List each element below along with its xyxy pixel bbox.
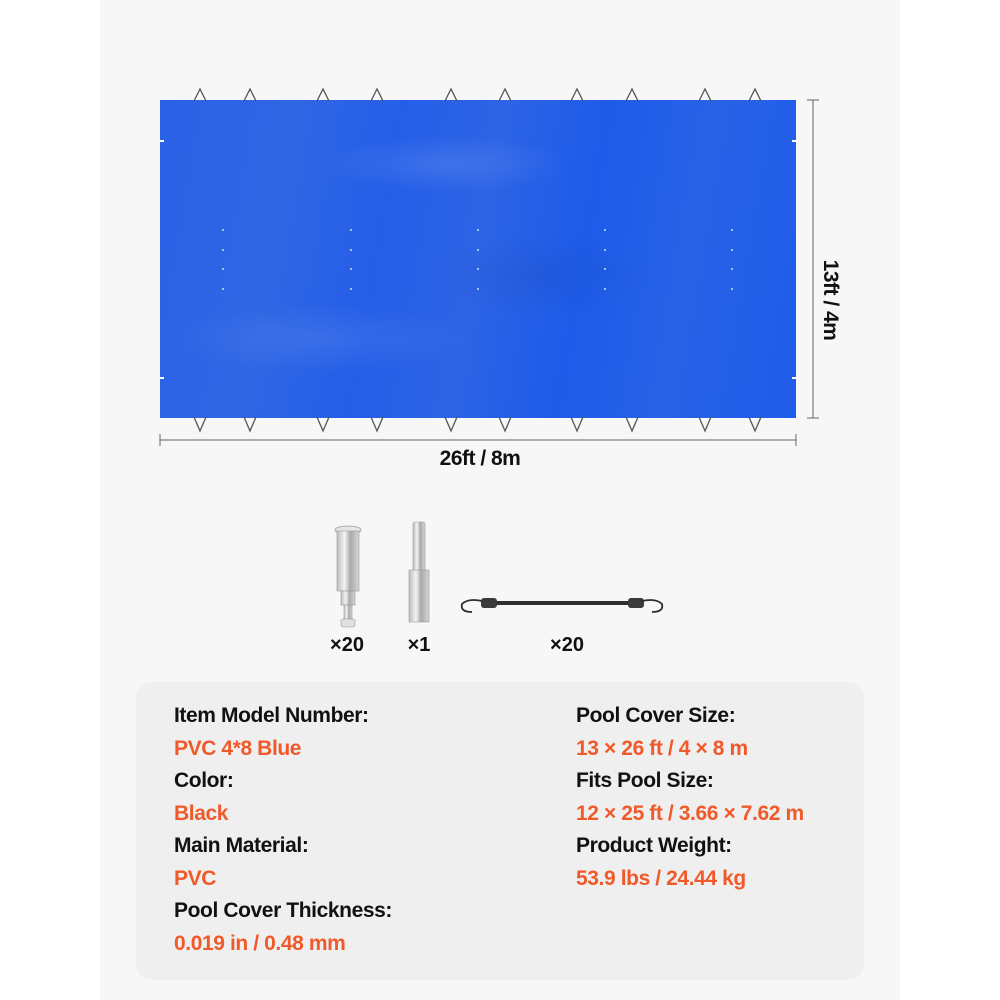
spec-value-weight: 53.9 lbs / 24.44 kg [576,866,746,890]
spec-label-weight: Product Weight: [576,834,732,857]
spec-label-color: Color: [174,769,234,792]
installation-tool-icon [409,522,429,622]
specifications-card [136,682,864,980]
spec-label-cover-size: Pool Cover Size: [576,704,736,727]
spec-value-material: PVC [174,866,216,890]
bottom-grommet-loops [194,417,761,431]
spec-label-thickness: Pool Cover Thickness: [174,899,392,922]
spec-value-cover-size: 13 × 26 ft / 4 × 8 m [576,736,748,760]
width-dimension-line [160,434,796,446]
drain-holes [222,229,733,290]
spec-value-fits-pool: 12 × 25 ft / 3.66 × 7.62 m [576,801,804,825]
bungee-quantity: ×20 [550,634,584,656]
spec-value-color: Black [174,801,229,825]
spec-value-model: PVC 4*8 Blue [174,736,302,760]
tool-quantity: ×1 [407,634,431,656]
top-grommet-loops [194,89,761,101]
spec-label-model: Item Model Number: [174,704,369,727]
side-tabs [160,140,796,379]
height-label: 13ft / 4m [819,259,842,341]
width-label: 26ft / 8m [439,447,521,470]
spec-column-left [174,700,392,960]
anchor-quantity: ×20 [330,634,364,656]
anchor-icon [335,526,361,627]
spec-label-fits-pool: Fits Pool Size: [576,769,714,792]
spec-label-material: Main Material: [174,834,309,857]
spec-value-thickness: 0.019 in / 0.48 mm [174,931,346,955]
bungee-cord-icon [462,598,663,612]
spec-column-right [576,700,804,895]
